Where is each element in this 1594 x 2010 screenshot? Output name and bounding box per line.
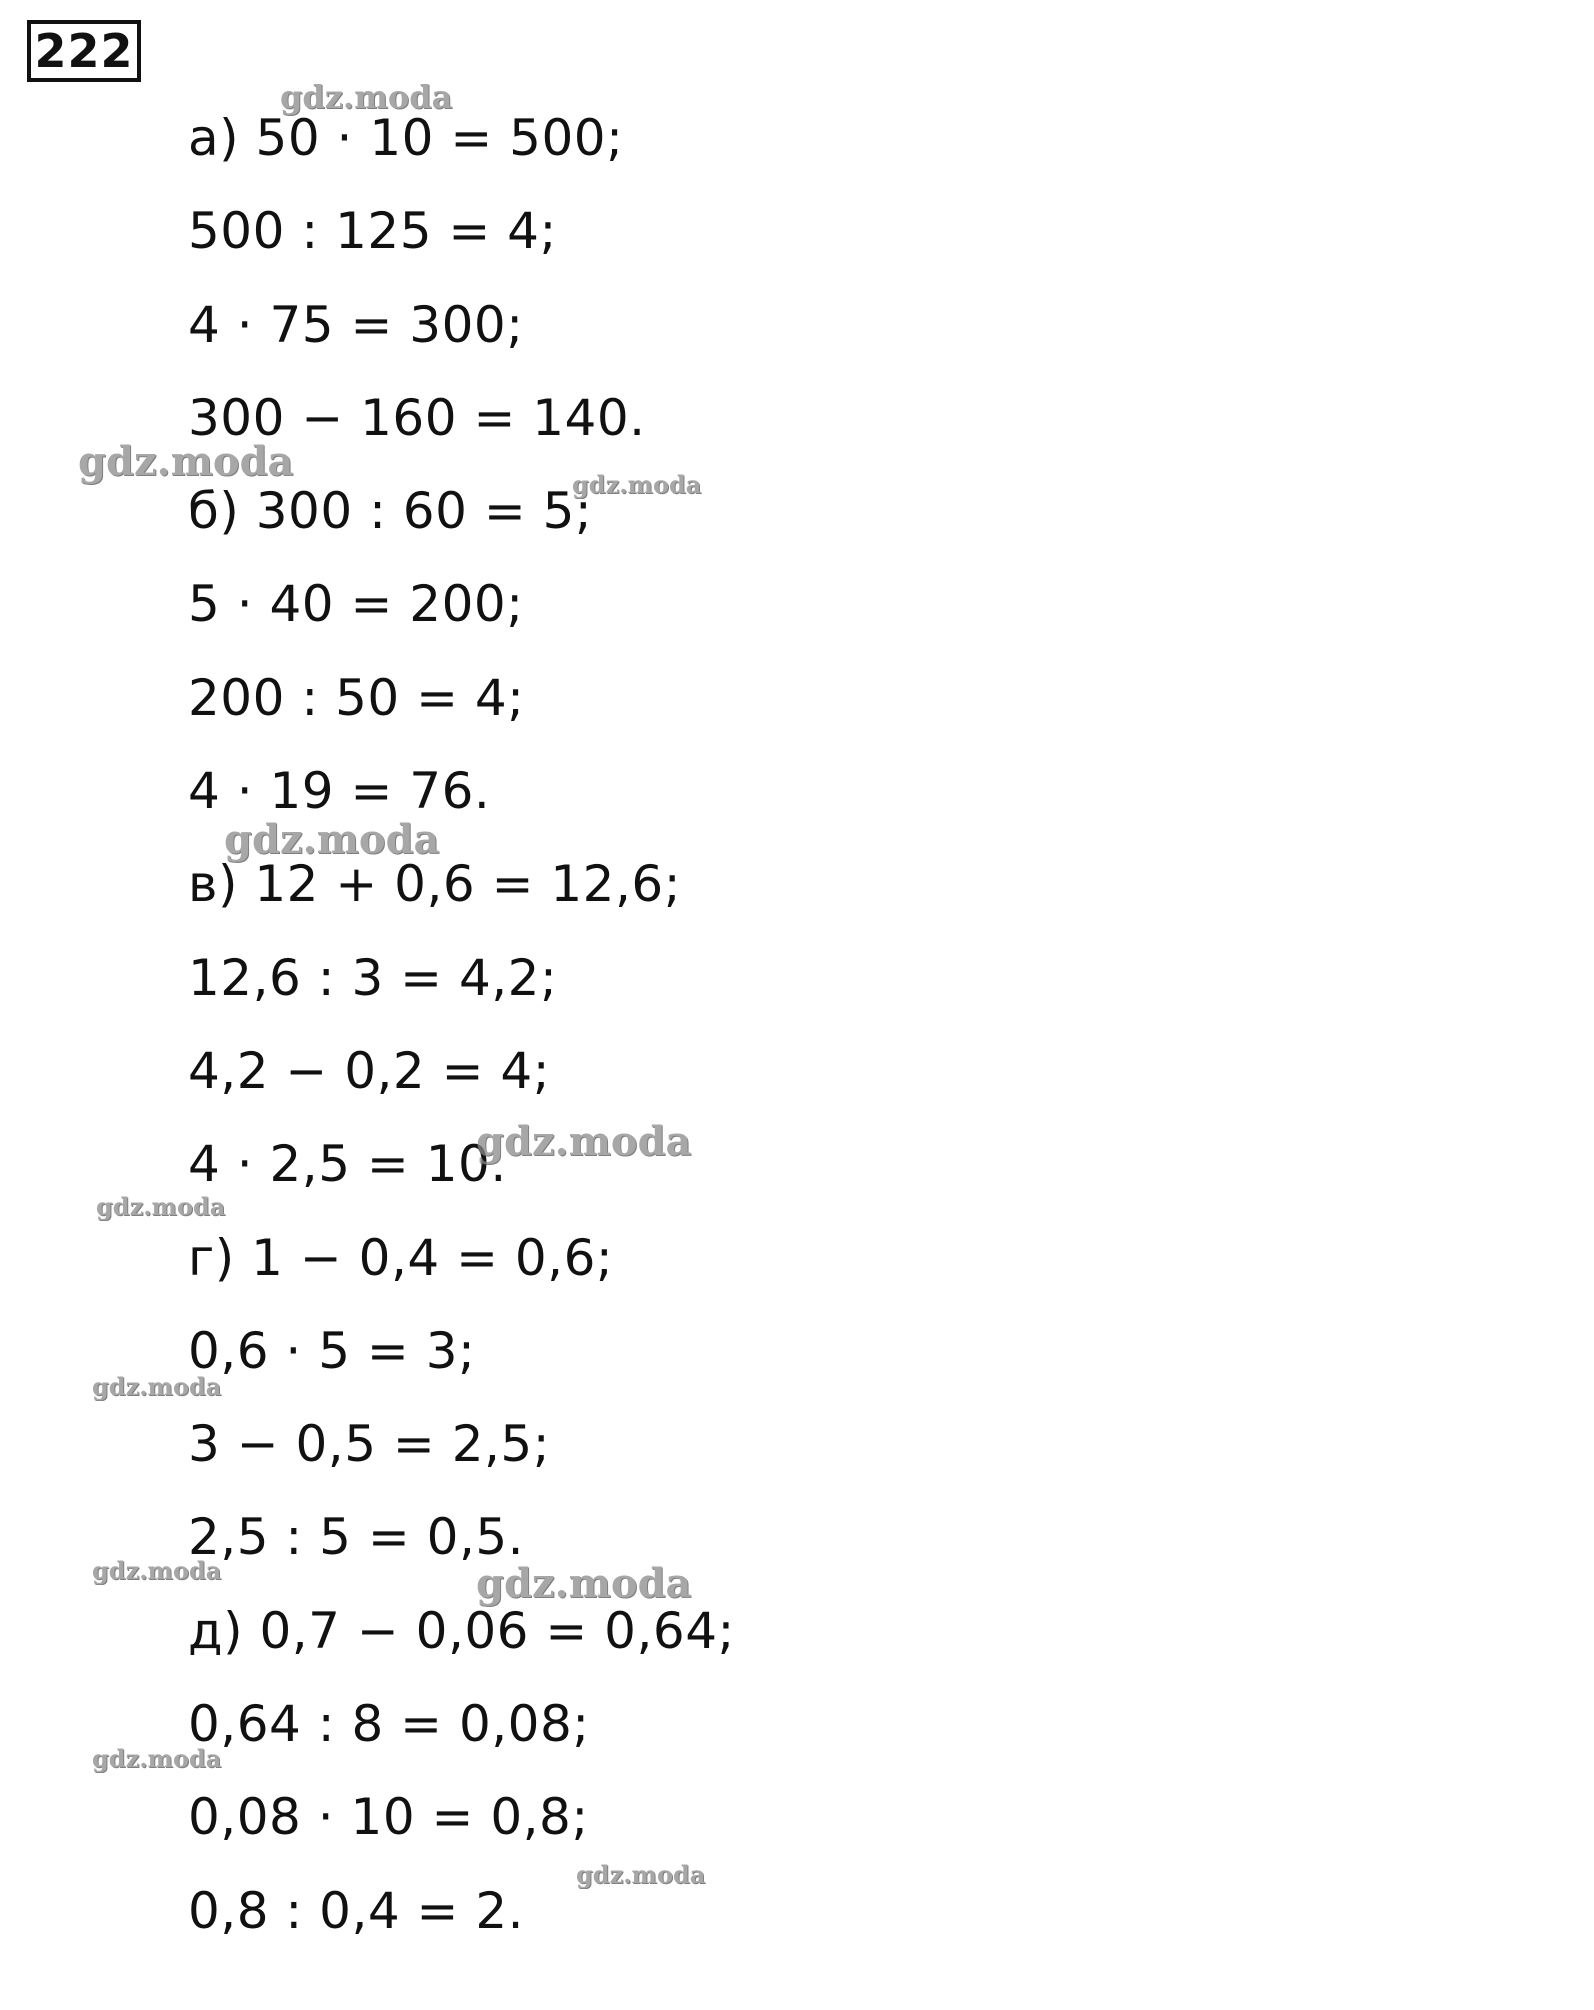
solution-line-b1: б) 300 : 60 = 5; bbox=[188, 482, 593, 541]
solution-line-b2: 5 · 40 = 200; bbox=[188, 575, 524, 634]
solution-line-v2: 12,6 : 3 = 4,2; bbox=[188, 948, 558, 1007]
solution-line-g2: 0,6 · 5 = 3; bbox=[188, 1321, 476, 1380]
watermark: gdz.moda bbox=[224, 816, 440, 863]
watermark: gdz.moda bbox=[280, 78, 453, 116]
solution-lines bbox=[188, 102, 735, 1968]
watermark: gdz.moda bbox=[576, 1860, 706, 1889]
task-number-box bbox=[27, 20, 141, 82]
solution-line-g4: 2,5 : 5 = 0,5. bbox=[188, 1508, 525, 1567]
solution-line-b3: 200 : 50 = 4; bbox=[188, 668, 525, 727]
solution-line-v4: 4 · 2,5 = 10. bbox=[188, 1135, 507, 1194]
watermark: gdz.moda bbox=[92, 1372, 222, 1401]
task-number: 222 bbox=[34, 24, 134, 78]
solution-line-v1: в) 12 + 0,6 = 12,6; bbox=[188, 855, 682, 914]
solution-line-d3: 0,08 · 10 = 0,8; bbox=[188, 1788, 589, 1847]
watermark: gdz.moda bbox=[572, 470, 702, 499]
solution-line-v3: 4,2 − 0,2 = 4; bbox=[188, 1041, 551, 1100]
solution-line-g3: 3 − 0,5 = 2,5; bbox=[188, 1415, 551, 1474]
watermark: gdz.moda bbox=[476, 1560, 692, 1607]
solution-line-g1: г) 1 − 0,4 = 0,6; bbox=[188, 1228, 614, 1287]
solution-line-a4: 300 − 160 = 140. bbox=[188, 388, 646, 447]
solution-line-d2: 0,64 : 8 = 0,08; bbox=[188, 1695, 590, 1754]
solution-line-b4: 4 · 19 = 76. bbox=[188, 762, 491, 821]
watermark: gdz.moda bbox=[78, 438, 294, 485]
solution-line-a1: а) 50 · 10 = 500; bbox=[188, 109, 624, 167]
watermark: gdz.moda bbox=[96, 1192, 226, 1221]
solution-line-a3: 4 · 75 = 300; bbox=[188, 295, 524, 354]
watermark: gdz.moda bbox=[92, 1744, 222, 1773]
watermark: gdz.moda bbox=[92, 1556, 222, 1585]
watermark: gdz.moda bbox=[476, 1118, 692, 1165]
solution-line-d1: д) 0,7 − 0,06 = 0,64; bbox=[188, 1601, 735, 1660]
solution-line-a2: 500 : 125 = 4; bbox=[188, 202, 557, 261]
solution-line-d4: 0,8 : 0,4 = 2. bbox=[188, 1881, 525, 1940]
